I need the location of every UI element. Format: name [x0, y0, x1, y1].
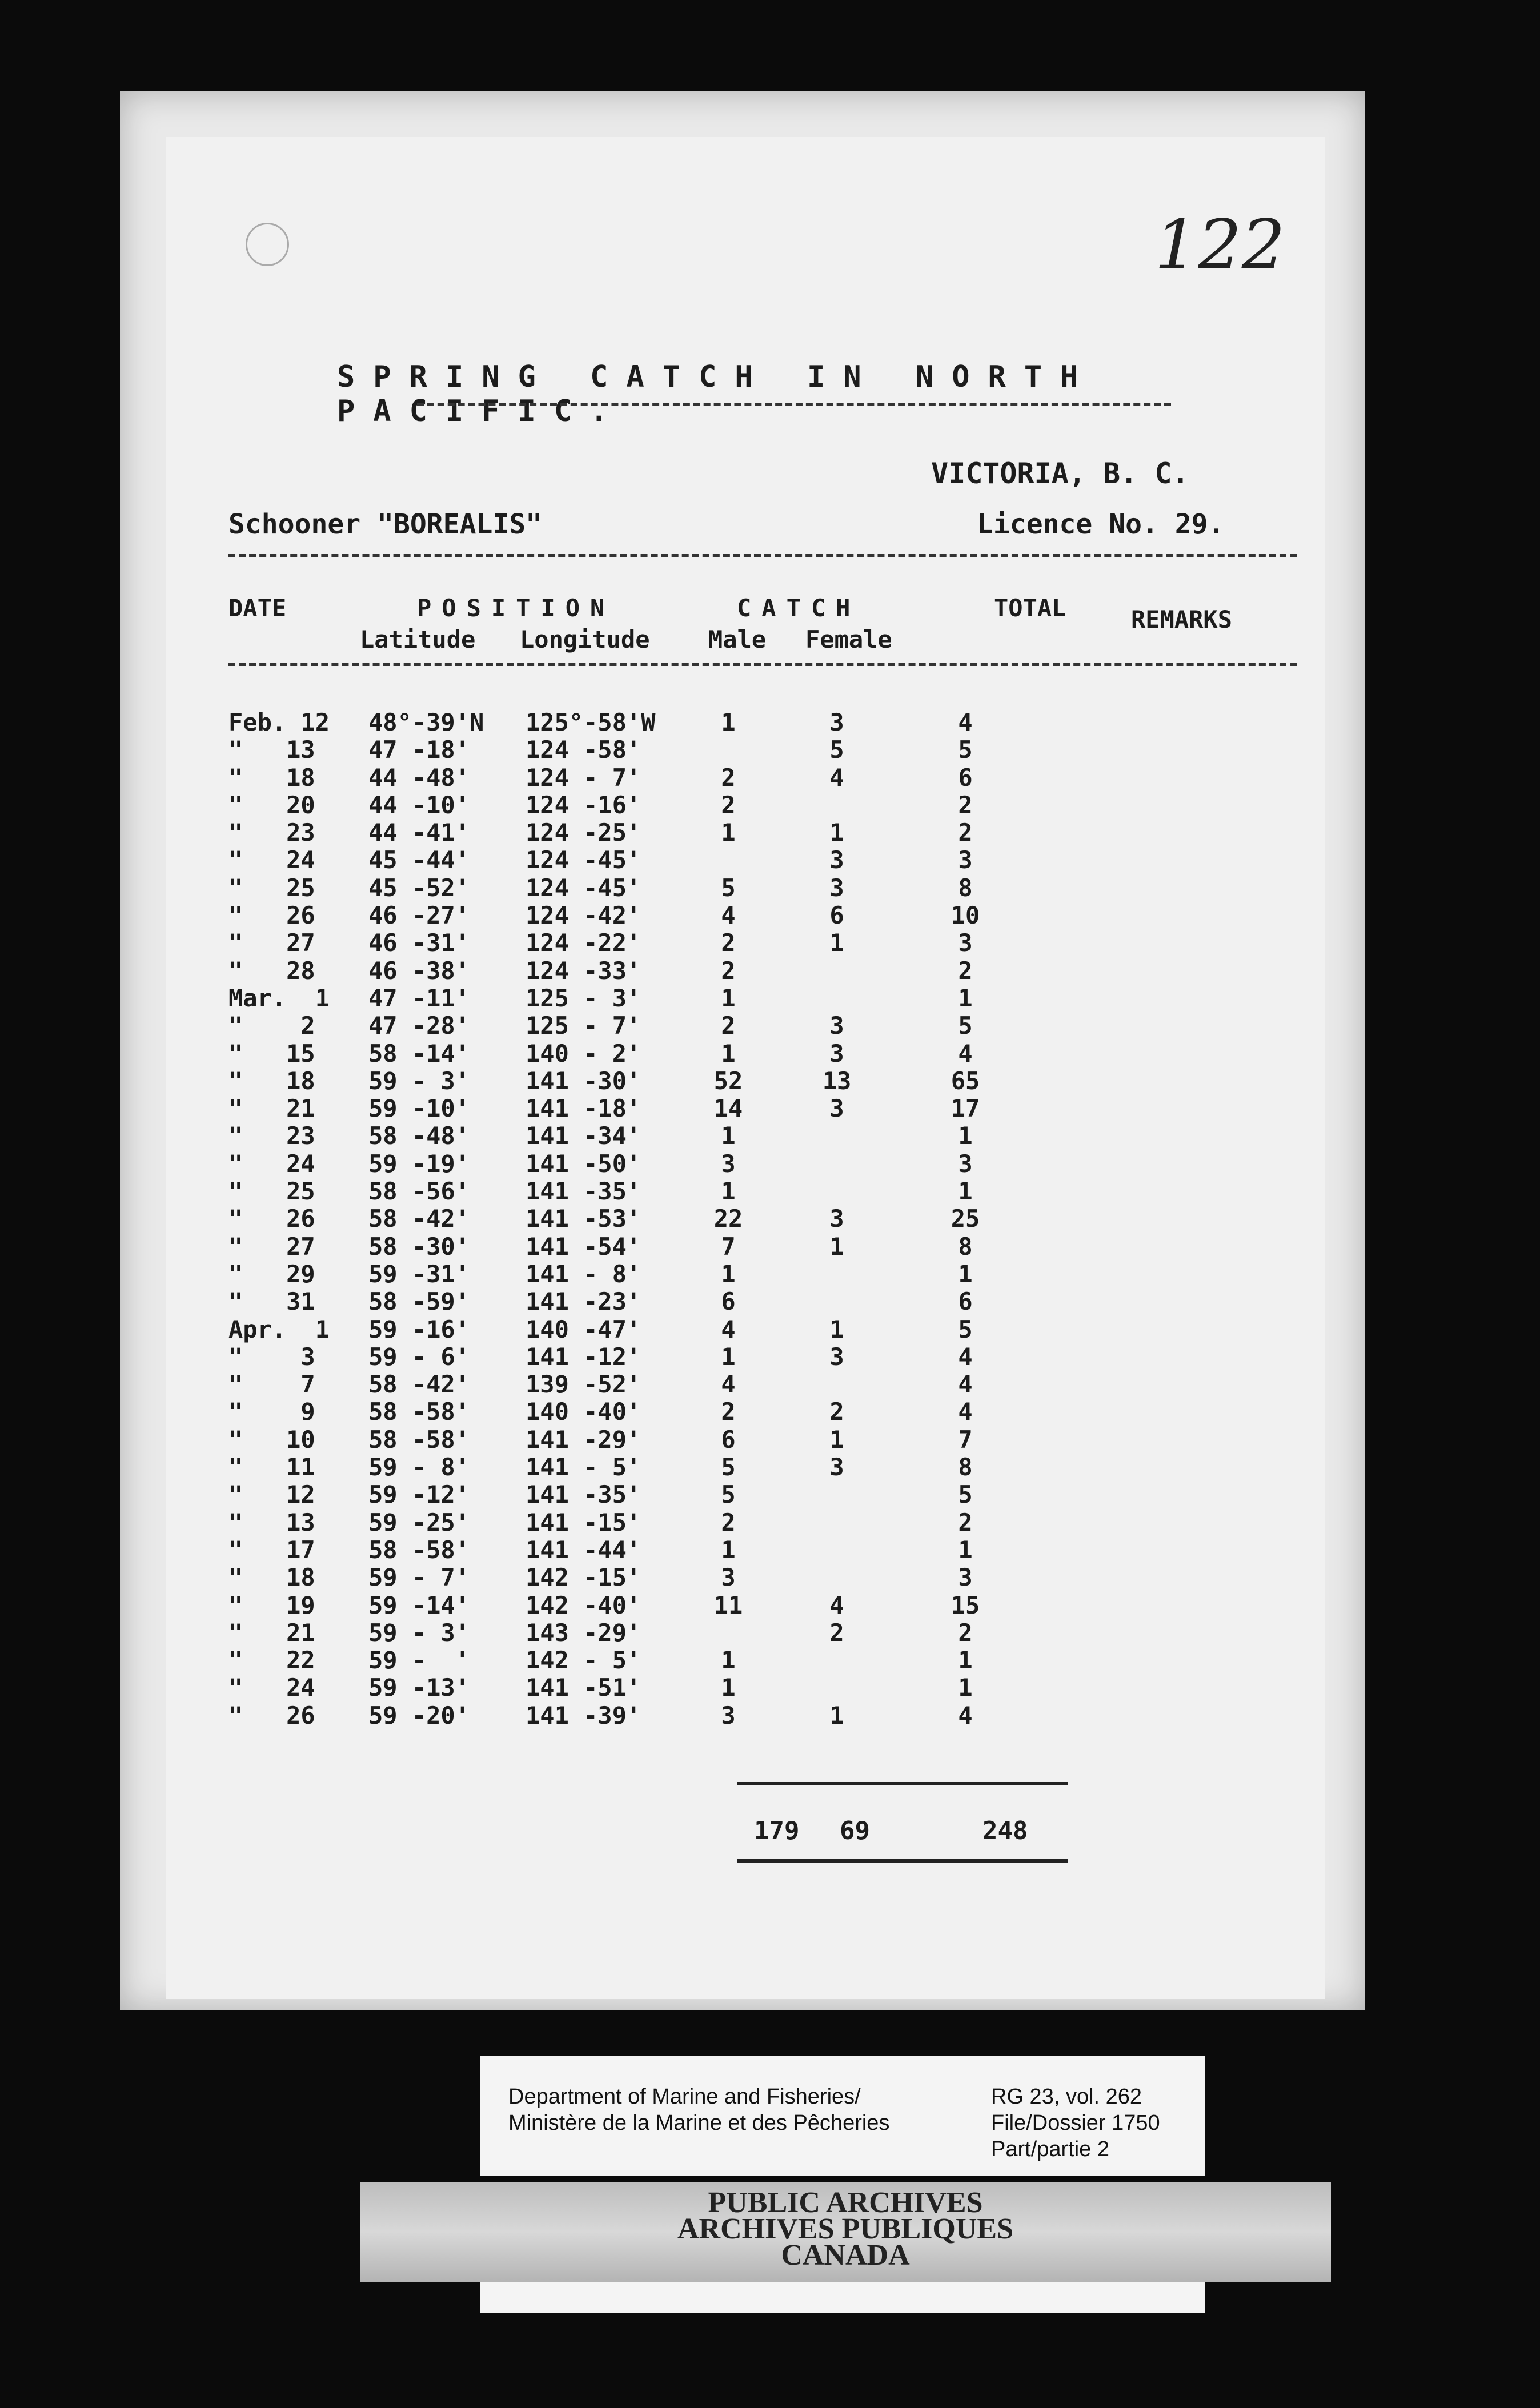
table-row	[228, 1591, 1314, 1619]
row-total: 1	[958, 1673, 973, 1702]
row-date: " 21	[228, 1094, 315, 1123]
table-row	[228, 1563, 1314, 1591]
row-latitude: 44 -41'	[368, 818, 470, 847]
row-longitude: 124 -45'	[526, 846, 641, 874]
row-total: 5	[958, 736, 973, 764]
row-latitude: 48°-39'N	[368, 708, 484, 736]
row-male: 11	[713, 1591, 743, 1619]
archives-banner	[360, 2182, 1331, 2282]
row-male: 1	[721, 1177, 736, 1206]
table-row	[228, 791, 1314, 818]
row-longitude: 141 -51'	[526, 1673, 641, 1702]
row-latitude: 59 -20'	[368, 1701, 470, 1729]
table-row	[228, 1260, 1314, 1287]
archive-label-tail	[480, 2282, 1205, 2313]
row-male: 4	[721, 1315, 736, 1343]
row-latitude: 59 - 6'	[368, 1342, 470, 1371]
table-row	[228, 1426, 1314, 1453]
row-male: 3	[721, 1563, 736, 1592]
row-latitude: 58 -42'	[368, 1370, 470, 1399]
row-female: 3	[829, 1094, 844, 1123]
row-date: " 24	[228, 1149, 315, 1178]
archive-label	[480, 2056, 1205, 2176]
row-female: 3	[829, 1039, 844, 1067]
banner-line-1: PUBLIC ARCHIVES	[708, 2186, 983, 2219]
row-latitude: 58 -30'	[368, 1232, 470, 1261]
row-female: 3	[829, 846, 844, 874]
licence-number: Licence No. 29.	[977, 508, 1225, 540]
place-line: VICTORIA, B. C.	[931, 457, 1189, 490]
row-latitude: 59 -13'	[368, 1673, 470, 1702]
row-latitude: 46 -27'	[368, 901, 470, 930]
row-total: 1	[958, 984, 973, 1012]
row-total: 25	[951, 1205, 980, 1233]
table-row	[228, 1480, 1314, 1508]
row-female: 5	[829, 736, 844, 764]
header-female: Female	[805, 625, 892, 653]
row-male: 1	[721, 1259, 736, 1288]
row-date: " 27	[228, 929, 315, 957]
table-row	[228, 1453, 1314, 1480]
row-male: 3	[721, 1701, 736, 1729]
row-longitude: 124 -42'	[526, 901, 641, 930]
row-date: " 24	[228, 846, 315, 874]
row-longitude: 124 -33'	[526, 956, 641, 985]
row-longitude: 140 -47'	[526, 1315, 641, 1343]
row-date: " 27	[228, 1232, 315, 1261]
row-total: 3	[958, 1563, 973, 1592]
grand-total: 248	[982, 1816, 1028, 1845]
row-longitude: 124 -58'	[526, 736, 641, 764]
total-male: 179	[754, 1816, 800, 1845]
row-longitude: 141 - 5'	[526, 1453, 641, 1482]
row-longitude: 143 -29'	[526, 1618, 641, 1647]
row-latitude: 58 -58'	[368, 1425, 470, 1454]
row-date: " 11	[228, 1453, 315, 1482]
row-date: " 15	[228, 1039, 315, 1067]
table-row	[228, 1122, 1314, 1149]
row-date: " 20	[228, 790, 315, 819]
row-latitude: 47 -28'	[368, 1012, 470, 1040]
row-male: 5	[721, 1480, 736, 1509]
row-latitude: 59 -12'	[368, 1480, 470, 1509]
row-female: 1	[829, 1425, 844, 1454]
row-date: " 13	[228, 1508, 315, 1536]
title-underline	[417, 403, 1171, 406]
row-male: 2	[721, 1508, 736, 1536]
row-longitude: 141 -50'	[526, 1149, 641, 1178]
row-latitude: 46 -31'	[368, 929, 470, 957]
banner-line-3: CANADA	[781, 2239, 910, 2271]
row-date: Apr. 1	[228, 1315, 330, 1343]
table-row	[228, 929, 1314, 956]
record-group: RG 23, vol. 262	[991, 2085, 1142, 2109]
row-male: 22	[713, 1205, 743, 1233]
row-latitude: 59 - 8'	[368, 1453, 470, 1482]
row-total: 17	[951, 1094, 980, 1123]
file-number: File/Dossier 1750	[991, 2111, 1160, 2135]
row-male: 5	[721, 873, 736, 902]
row-male: 6	[721, 1287, 736, 1316]
row-longitude: 141 -23'	[526, 1287, 641, 1316]
row-longitude: 141 -53'	[526, 1205, 641, 1233]
row-male: 4	[721, 1370, 736, 1399]
row-longitude: 139 -52'	[526, 1370, 641, 1399]
totals-rule-bottom	[737, 1859, 1068, 1863]
row-total: 8	[958, 873, 973, 902]
row-female: 3	[829, 1342, 844, 1371]
row-total: 5	[958, 1480, 973, 1509]
row-latitude: 58 -42'	[368, 1205, 470, 1233]
row-longitude: 141 -39'	[526, 1701, 641, 1729]
row-total: 3	[958, 1149, 973, 1178]
table-row	[228, 1067, 1314, 1094]
row-male: 1	[721, 984, 736, 1012]
header-longitude: Longitude	[520, 625, 650, 653]
table-row	[228, 818, 1314, 846]
row-latitude: 58 -56'	[368, 1177, 470, 1206]
row-date: " 28	[228, 956, 315, 985]
totals-rule-top	[737, 1782, 1068, 1785]
row-latitude: 44 -48'	[368, 763, 470, 792]
row-latitude: 45 -44'	[368, 846, 470, 874]
row-date: " 10	[228, 1425, 315, 1454]
header-date: DATE	[228, 594, 287, 622]
row-male: 2	[721, 1398, 736, 1426]
document-page	[120, 91, 1365, 2010]
row-latitude: 59 - 3'	[368, 1618, 470, 1647]
row-total: 3	[958, 929, 973, 957]
row-latitude: 58 -48'	[368, 1122, 470, 1150]
row-date: " 12	[228, 1480, 315, 1509]
row-latitude: 59 - '	[368, 1646, 470, 1675]
header-total: TOTAL	[994, 594, 1066, 622]
table-row	[228, 1619, 1314, 1646]
row-female: 1	[829, 818, 844, 847]
row-date: " 24	[228, 1673, 315, 1702]
row-male: 2	[721, 956, 736, 985]
row-total: 5	[958, 1012, 973, 1040]
table-row	[228, 1343, 1314, 1370]
row-total: 8	[958, 1232, 973, 1261]
row-date: " 23	[228, 818, 315, 847]
row-longitude: 141 - 8'	[526, 1259, 641, 1288]
row-male: 1	[721, 1673, 736, 1702]
row-date: " 13	[228, 736, 315, 764]
row-total: 10	[951, 901, 980, 930]
row-date: " 17	[228, 1535, 315, 1564]
row-total: 4	[958, 1701, 973, 1729]
row-total: 1	[958, 1122, 973, 1150]
row-longitude: 124 -45'	[526, 873, 641, 902]
row-male: 2	[721, 790, 736, 819]
row-longitude: 141 -35'	[526, 1480, 641, 1509]
row-latitude: 59 -10'	[368, 1094, 470, 1123]
row-date: " 25	[228, 1177, 315, 1206]
table-row	[228, 1398, 1314, 1425]
total-female: 69	[840, 1816, 870, 1845]
table-row	[228, 846, 1314, 873]
row-total: 2	[958, 956, 973, 985]
row-female: 3	[829, 1205, 844, 1233]
header-position: POSITION	[417, 594, 615, 622]
row-date: " 29	[228, 1259, 315, 1288]
department-french: Ministère de la Marine et des Pêcheries	[508, 2111, 890, 2135]
row-total: 5	[958, 1315, 973, 1343]
vessel-name: Schooner "BOREALIS"	[228, 508, 543, 540]
row-latitude: 58 -59'	[368, 1287, 470, 1316]
table-row	[228, 957, 1314, 984]
row-date: " 3	[228, 1342, 315, 1371]
row-latitude: 47 -18'	[368, 736, 470, 764]
row-latitude: 59 -19'	[368, 1149, 470, 1178]
row-latitude: 59 -16'	[368, 1315, 470, 1343]
table-row	[228, 1536, 1314, 1563]
row-total: 1	[958, 1646, 973, 1675]
table-row	[228, 1150, 1314, 1177]
department-english: Department of Marine and Fisheries/	[508, 2085, 861, 2109]
row-male: 4	[721, 901, 736, 930]
table-row	[228, 1205, 1314, 1232]
punch-hole	[246, 223, 289, 266]
row-male: 5	[721, 1453, 736, 1482]
table-row	[228, 1287, 1314, 1315]
row-date: " 31	[228, 1287, 315, 1316]
row-latitude: 59 - 7'	[368, 1563, 470, 1592]
row-total: 2	[958, 1508, 973, 1536]
table-row	[228, 901, 1314, 929]
row-longitude: 141 -44'	[526, 1535, 641, 1564]
row-total: 4	[958, 1342, 973, 1371]
row-male: 1	[721, 818, 736, 847]
table-row	[228, 708, 1314, 736]
row-latitude: 59 -31'	[368, 1259, 470, 1288]
row-longitude: 140 - 2'	[526, 1039, 641, 1067]
row-longitude: 142 - 5'	[526, 1646, 641, 1675]
header-latitude: Latitude	[360, 625, 476, 653]
row-latitude: 58 -14'	[368, 1039, 470, 1067]
page-number: 122	[1154, 206, 1285, 285]
header-male: Male	[708, 625, 767, 653]
header-rule-top	[228, 554, 1297, 557]
row-total: 4	[958, 708, 973, 736]
table-row	[228, 736, 1314, 763]
row-male: 6	[721, 1425, 736, 1454]
row-latitude: 44 -10'	[368, 790, 470, 819]
row-date: " 26	[228, 1701, 315, 1729]
table-row	[228, 1040, 1314, 1067]
row-total: 1	[958, 1535, 973, 1564]
row-male: 1	[721, 708, 736, 736]
row-total: 4	[958, 1370, 973, 1399]
row-longitude: 124 - 7'	[526, 763, 641, 792]
row-latitude: 45 -52'	[368, 873, 470, 902]
row-female: 3	[829, 1012, 844, 1040]
row-date: " 22	[228, 1646, 315, 1675]
row-male: 14	[713, 1094, 743, 1123]
table-row	[228, 764, 1314, 791]
row-longitude: 142 -15'	[526, 1563, 641, 1592]
row-longitude: 125 - 7'	[526, 1012, 641, 1040]
table-row	[228, 1508, 1314, 1536]
row-latitude: 59 -25'	[368, 1508, 470, 1536]
table-row	[228, 1315, 1314, 1343]
row-male: 1	[721, 1039, 736, 1067]
row-total: 2	[958, 790, 973, 819]
row-female: 4	[829, 763, 844, 792]
row-total: 7	[958, 1425, 973, 1454]
table-row	[228, 984, 1314, 1012]
row-date: " 2	[228, 1012, 315, 1040]
table-row	[228, 1370, 1314, 1398]
row-total: 3	[958, 846, 973, 874]
row-female: 2	[829, 1618, 844, 1647]
row-total: 6	[958, 763, 973, 792]
row-date: " 18	[228, 1563, 315, 1592]
row-longitude: 141 -15'	[526, 1508, 641, 1536]
row-total: 1	[958, 1259, 973, 1288]
row-female: 3	[829, 873, 844, 902]
row-total: 65	[951, 1066, 980, 1095]
row-date: Mar. 1	[228, 984, 330, 1012]
row-longitude: 125°-58'W	[526, 708, 656, 736]
row-date: " 23	[228, 1122, 315, 1150]
page-sheet	[166, 137, 1325, 1999]
row-longitude: 141 -54'	[526, 1232, 641, 1261]
banner-line-2: ARCHIVES PUBLIQUES	[677, 2213, 1014, 2245]
row-longitude: 125 - 3'	[526, 984, 641, 1012]
row-date: " 7	[228, 1370, 315, 1399]
row-female: 1	[829, 1232, 844, 1261]
row-latitude: 59 - 3'	[368, 1066, 470, 1095]
row-female: 6	[829, 901, 844, 930]
row-longitude: 124 -22'	[526, 929, 641, 957]
row-female: 13	[822, 1066, 852, 1095]
row-female: 4	[829, 1591, 844, 1619]
row-female: 1	[829, 1701, 844, 1729]
row-longitude: 140 -40'	[526, 1398, 641, 1426]
row-date: " 18	[228, 1066, 315, 1095]
row-longitude: 141 -34'	[526, 1122, 641, 1150]
row-male: 3	[721, 1149, 736, 1178]
row-female: 3	[829, 708, 844, 736]
row-longitude: 141 -18'	[526, 1094, 641, 1123]
row-latitude: 58 -58'	[368, 1535, 470, 1564]
table-row	[228, 874, 1314, 901]
catch-table	[228, 708, 1314, 1729]
table-row	[228, 1673, 1314, 1701]
row-date: Feb. 12	[228, 708, 330, 736]
row-female: 1	[829, 929, 844, 957]
row-latitude: 59 -14'	[368, 1591, 470, 1619]
row-male: 7	[721, 1232, 736, 1261]
part-number: Part/partie 2	[991, 2137, 1109, 2161]
row-longitude: 141 -29'	[526, 1425, 641, 1454]
row-latitude: 47 -11'	[368, 984, 470, 1012]
row-date: " 21	[228, 1618, 315, 1647]
row-date: " 26	[228, 1205, 315, 1233]
row-male: 1	[721, 1122, 736, 1150]
row-female: 2	[829, 1398, 844, 1426]
row-male: 52	[713, 1066, 743, 1095]
row-male: 1	[721, 1342, 736, 1371]
header-rule-bottom	[228, 663, 1297, 666]
row-male: 1	[721, 1646, 736, 1675]
table-row	[228, 1177, 1314, 1205]
row-total: 1	[958, 1177, 973, 1206]
row-male: 2	[721, 1012, 736, 1040]
row-longitude: 124 -25'	[526, 818, 641, 847]
row-latitude: 58 -58'	[368, 1398, 470, 1426]
row-longitude: 142 -40'	[526, 1591, 641, 1619]
row-female: 1	[829, 1315, 844, 1343]
row-male: 2	[721, 763, 736, 792]
table-row	[228, 1233, 1314, 1260]
table-row	[228, 1094, 1314, 1122]
row-date: " 26	[228, 901, 315, 930]
row-male: 1	[721, 1535, 736, 1564]
table-row	[228, 1646, 1314, 1673]
row-date: " 25	[228, 873, 315, 902]
row-date: " 9	[228, 1398, 315, 1426]
row-female: 3	[829, 1453, 844, 1482]
row-total: 6	[958, 1287, 973, 1316]
table-row	[228, 1012, 1314, 1039]
row-total: 8	[958, 1453, 973, 1482]
document-title: SPRING CATCH IN NORTH PACIFIC.	[337, 360, 1097, 428]
row-date: " 18	[228, 763, 315, 792]
row-total: 4	[958, 1039, 973, 1067]
row-total: 2	[958, 1618, 973, 1647]
row-longitude: 124 -16'	[526, 790, 641, 819]
header-remarks: REMARKS	[1131, 605, 1233, 633]
row-total: 2	[958, 818, 973, 847]
row-total: 15	[951, 1591, 980, 1619]
row-longitude: 141 -30'	[526, 1066, 641, 1095]
row-date: " 19	[228, 1591, 315, 1619]
row-male: 2	[721, 929, 736, 957]
row-longitude: 141 -12'	[526, 1342, 641, 1371]
row-longitude: 141 -35'	[526, 1177, 641, 1206]
row-total: 4	[958, 1398, 973, 1426]
row-latitude: 46 -38'	[368, 956, 470, 985]
table-row	[228, 1701, 1314, 1729]
header-catch: CATCH	[737, 594, 861, 622]
